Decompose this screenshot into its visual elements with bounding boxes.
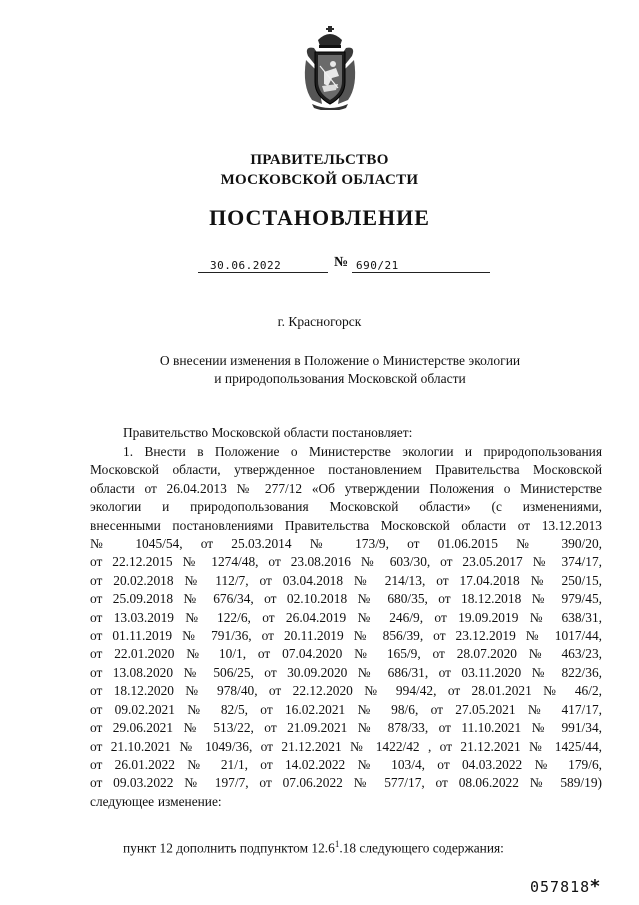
main-line: области от 26.04.2013 № 277/12 «Об утверждении Положения о Министерстве [90, 480, 602, 496]
document-subject [120, 352, 560, 388]
main-line: от 13.03.2019 № 122/6, от 26.04.2019 № 246/9, от 19.09.2019 № 638/31, [90, 609, 602, 625]
number-sign: № [334, 255, 349, 270]
star-mark: * [590, 876, 601, 897]
main-line: внесенными постановлениями Правительства Московской области от 13.12.2013 [90, 517, 602, 533]
main-line: от 22.12.2015 № 1274/48, от 23.08.2016 № 603/30, от 23.05.2017 № 374/17, [90, 554, 602, 570]
main-line: от 09.02.2021 № 82/5, от 16.02.2021 № 98/6, от 27.05.2021 № 417/17, [90, 701, 602, 717]
main-line: от 20.02.2018 № 112/7, от 03.04.2018 № 214/13, от 17.04.2018 № 250/15, [90, 572, 602, 588]
main-line: от 21.10.2021 № 1049/36, от 21.12.2021 № 1422/42 , от 21.12.2021 № 1425/44, [90, 738, 602, 754]
main-line: от 26.01.2022 № 21/1, от 14.02.2022 № 103/4, от 04.03.2022 № 179/6, [90, 756, 602, 772]
org-title-line2: МОСКОВСКОЙ ОБЛАСТИ [220, 172, 419, 188]
intro-paragraph: Правительство Московской области постановляет: [123, 425, 413, 440]
main-line: следующее изменение: [90, 793, 222, 809]
main-line: от 25.09.2018 № 676/34, от 02.10.2018 № 680/35, от 18.12.2018 № 979/45, [90, 591, 602, 607]
main-line: от 13.08.2020 № 506/25, от 30.09.2020 № 686/31, от 03.11.2020 № 822/36, [90, 664, 602, 680]
item-text-suffix: .18 следующего содержания: [339, 840, 504, 856]
document-number: 690/21 [356, 259, 399, 272]
amendment-item [90, 835, 602, 858]
main-line: от 18.12.2020 № 978/40, от 22.12.2020 № 994/42, от 28.01.2021 № 46/2, [90, 683, 602, 699]
item-superscript: 1 [334, 839, 340, 849]
item-text-prefix: пункт 12 дополнить подпунктом 12.6 [123, 840, 335, 856]
coat-of-arms-emblem [302, 26, 358, 110]
main-line: от 01.11.2019 № 791/36, от 20.11.2019 № 856/39, от 23.12.2019 № 1017/44, [90, 628, 602, 644]
date-underline [198, 272, 328, 273]
main-paragraph [90, 443, 602, 811]
main-line: № 1045/54, от 25.03.2014 № 173/9, от 01.06.2015 № 390/20, [90, 536, 602, 552]
main-line: 1. Внести в Положение о Министерстве экологии и природопользования [123, 444, 602, 459]
subject-line2: и природопользования Московской области [214, 371, 466, 386]
main-line: экологии и природопользования Московской области» (с изменениями, [90, 499, 602, 515]
main-line: от 29.06.2021 № 513/22, от 21.09.2021 № 878/33, от 11.10.2021 № 991/34, [90, 720, 602, 736]
main-line: Московской области, утвержденное постановлением Правительства Московской [90, 462, 602, 478]
subject-line1: О внесении изменения в Положение о Министерстве экологии [159, 353, 521, 368]
main-line: от 22.01.2020 № 10/1, от 07.04.2020 № 165/9, от 28.07.2020 № 463/23, [90, 646, 602, 662]
serial-digits: 057818 [530, 878, 591, 896]
serial-number [530, 876, 601, 897]
document-date: 30.06.2022 [210, 259, 282, 272]
org-title-line1: ПРАВИТЕЛЬСТВО [250, 152, 389, 168]
number-underline [352, 272, 490, 273]
document-type-title: ПОСТАНОВЛЕНИЕ [209, 205, 430, 230]
main-line: от 09.03.2022 № 197/7, от 07.06.2022 № 577/17, от 08.06.2022 № 589/19) [90, 775, 602, 791]
city-line: г. Красногорск [277, 314, 362, 329]
